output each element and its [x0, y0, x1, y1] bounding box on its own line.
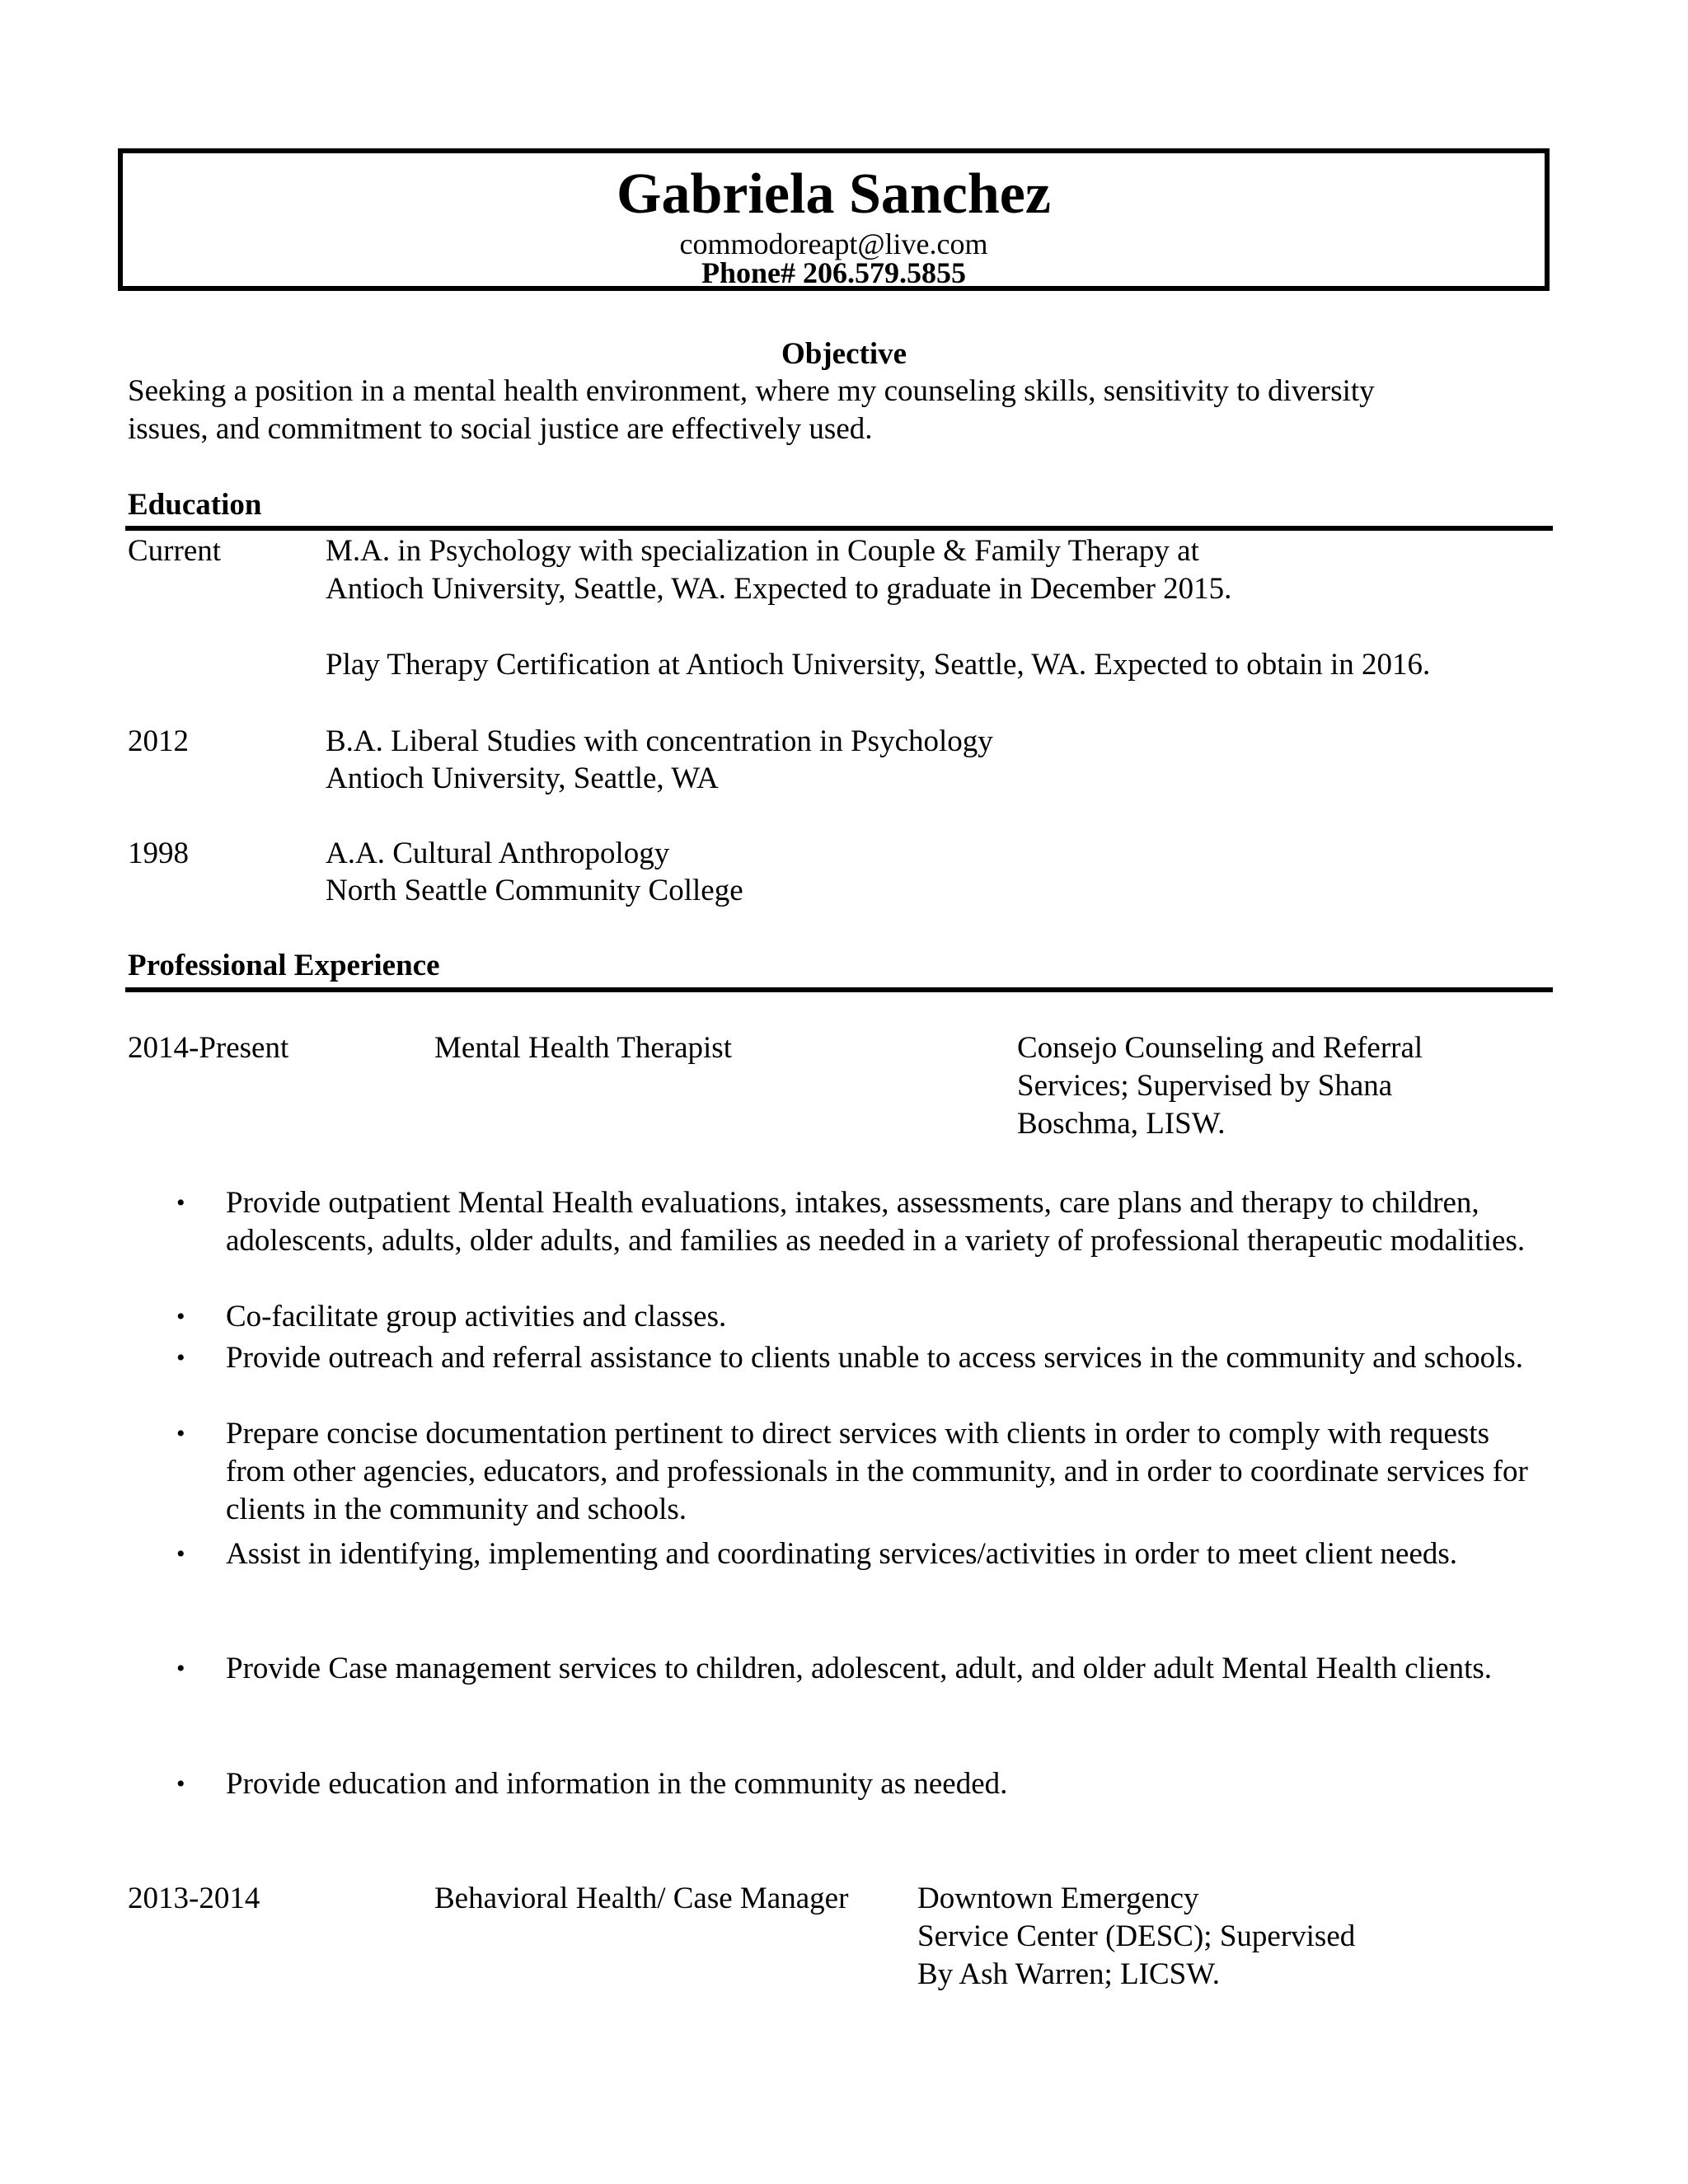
objective-line-1: Seeking a position in a mental health environment, where my counseling skills, sensitivity to diversity — [128, 374, 1375, 408]
bullet-text: Provide outreach and referral assistance to clients unable to access services in the community and schools. — [226, 1341, 1524, 1375]
job-title: Mental Health Therapist — [434, 1031, 732, 1065]
list-item — [176, 1298, 1545, 1336]
job-dates: 2014-Present — [128, 1031, 289, 1065]
bullet-icon: • — [176, 1303, 185, 1330]
bullet-text: Provide Case management services to children, adolescent, adult, and older adult Mental Health clients. — [226, 1652, 1493, 1685]
education-label-2012: 2012 — [128, 724, 189, 758]
job-title: Behavioral Health/ Case Manager — [434, 1882, 849, 1915]
list-item — [176, 1765, 1545, 1803]
education-line: A.A. Cultural Anthropology — [326, 837, 670, 870]
education-line: Antioch University, Seattle, WA — [326, 762, 719, 795]
candidate-name: Gabriela Sanchez — [617, 162, 1051, 226]
bullet-text: Provide outpatient Mental Health evaluations, intakes, assessments, care plans and therapy to children, adolescents, adults, older adults, and families as needed in a variety of professional therapeutic modalities. — [226, 1186, 1526, 1258]
experience-divider — [125, 987, 1553, 992]
bullet-icon: • — [176, 1770, 185, 1797]
job-employer-line: Downtown Emergency — [917, 1882, 1199, 1915]
bullet-text: Assist in identifying, implementing and coordinating services/activities in order to meet client needs. — [226, 1537, 1458, 1571]
email-address: commodoreapt@live.com — [679, 227, 988, 260]
objective-line-2: issues, and commitment to social justice are effectively used. — [128, 412, 873, 446]
list-item — [176, 1339, 1545, 1415]
job-employer-line: Service Center (DESC); Supervised — [917, 1919, 1356, 1953]
education-divider — [125, 526, 1553, 531]
job-employer-line: Services; Supervised by Shana — [1017, 1069, 1393, 1103]
education-line: North Seattle Community College — [326, 874, 743, 907]
list-item — [176, 1184, 1545, 1298]
bullet-icon: • — [176, 1344, 185, 1371]
education-line: Antioch University, Seattle, WA. Expected to graduate in December 2015. — [326, 572, 1232, 606]
job-employer-line: By Ash Warren; LICSW. — [917, 1957, 1221, 1991]
phone-number: Phone# 206.579.5855 — [701, 256, 966, 289]
bullet-text: Provide education and information in the community as needed. — [226, 1767, 1008, 1801]
education-line: Play Therapy Certification at Antioch University, Seattle, WA. Expected to obtain in 2016. — [326, 648, 1431, 682]
bullet-text: Prepare concise documentation pertinent to direct services with clients in order to comply with requests from other agencies, educators, and professionals in the community, and in order to coordinate services for clients in the community and schools. — [226, 1417, 1528, 1526]
experience-heading: Professional Experience — [128, 949, 440, 982]
education-heading: Education — [128, 488, 262, 522]
header-box — [118, 148, 1550, 291]
job-employer-line: Boschma, LISW. — [1017, 1107, 1226, 1141]
education-line: M.A. in Psychology with specialization in Couple & Family Therapy at — [326, 534, 1199, 568]
education-line: B.A. Liberal Studies with concentration in Psychology — [326, 724, 993, 758]
job-employer-line: Consejo Counseling and Referral — [1017, 1031, 1423, 1065]
bullet-icon: • — [176, 1189, 185, 1216]
bullet-text: Co-facilitate group activities and classes. — [226, 1300, 727, 1333]
bullet-icon: • — [176, 1420, 185, 1447]
education-label-current: Current — [128, 534, 222, 568]
job-dates: 2013-2014 — [128, 1882, 260, 1915]
objective-heading: Objective — [781, 337, 907, 371]
bullet-icon: • — [176, 1655, 185, 1682]
education-label-1998: 1998 — [128, 837, 189, 870]
list-item — [176, 1650, 1545, 1726]
bullet-icon: • — [176, 1540, 185, 1568]
list-item — [176, 1535, 1545, 1611]
list-item — [176, 1415, 1545, 1529]
